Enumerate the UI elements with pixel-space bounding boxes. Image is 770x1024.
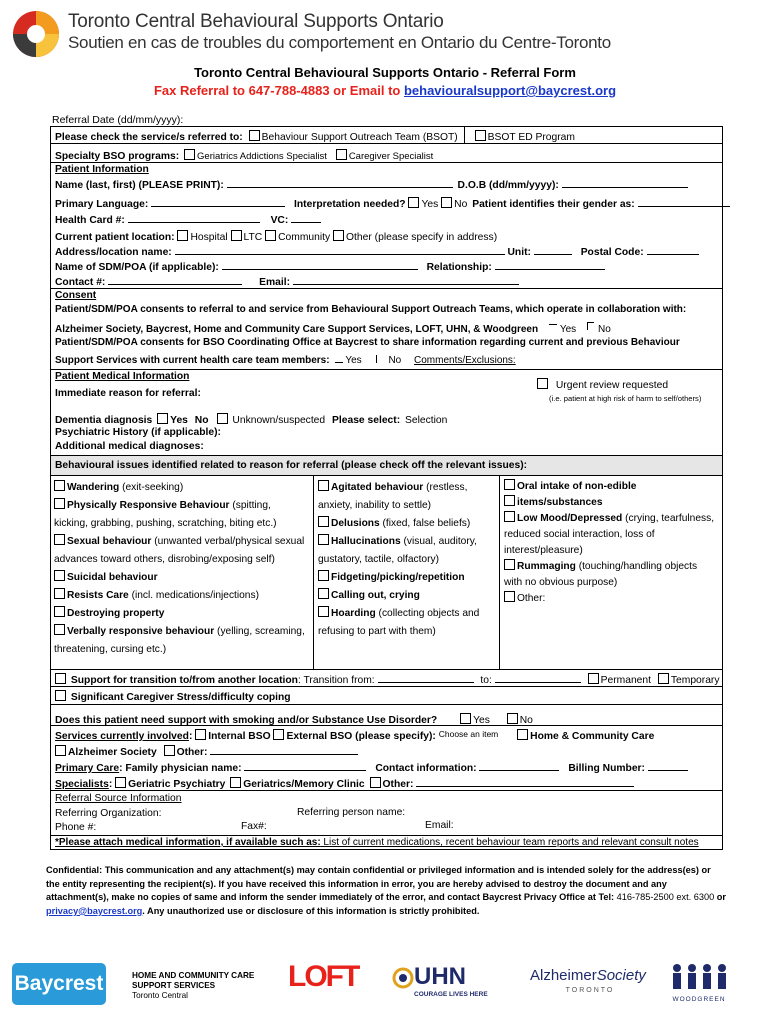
privacy-phone: 416-785-2500 ext. 6300 [616, 892, 715, 903]
specialists-row: Specialists: Geriatric Psychiatry Geriatrics/Memory Clinic Other: [55, 776, 634, 791]
behaviour-detail: threatening, cursing etc.) [54, 644, 167, 655]
behaviour-detail: (collecting objects and [375, 608, 480, 619]
woodgreen-text: WOODGREEN [672, 996, 726, 1003]
behaviour-item [318, 551, 479, 569]
tcbso-logo [12, 10, 60, 58]
behaviour-item [54, 515, 305, 533]
behaviour-item [318, 587, 479, 605]
hcc-label: Home & Community Care [530, 731, 655, 742]
privacy-email-link[interactable]: privacy@baycrest.org [46, 905, 143, 916]
behaviour-item [54, 623, 305, 641]
consent-heading: Consent [55, 290, 97, 301]
uhn-tagline: COURAGE LIVES HERE [414, 991, 488, 998]
health-card-label: Health Card #: [55, 215, 125, 226]
referring-phone: Phone #: [55, 822, 97, 833]
sdm-input[interactable] [222, 259, 418, 270]
caregiver-specialist-checkbox[interactable] [336, 149, 347, 160]
postal-label: Postal Code: [580, 247, 644, 258]
behaviour-item [54, 641, 305, 659]
consent-line4-row [55, 355, 516, 367]
behaviour-checkbox[interactable] [504, 479, 515, 490]
transition-from-input[interactable] [378, 672, 474, 683]
woodgreen-people-icon [669, 963, 729, 991]
loc-hospital-checkbox[interactable] [177, 230, 188, 241]
hccss-line1: HOME AND COMMUNITY CARE [132, 971, 255, 980]
bsot-checkbox[interactable] [249, 130, 260, 141]
alz-text1: Alzheimer [530, 967, 597, 984]
alz-checkbox[interactable] [55, 745, 66, 756]
referring-email: Email: [425, 820, 454, 831]
attach-note-bold: *Please attach medical information, if available such as: [55, 837, 321, 848]
alz-text2: Society [596, 967, 646, 984]
behaviour-item [54, 479, 305, 497]
behaviour-label: Destroying property [67, 608, 165, 619]
dementia-yes-label: Yes [170, 415, 188, 426]
behaviour-item [504, 559, 714, 575]
external-bso-label: External BSO (please specify): [286, 731, 436, 742]
transition-to-label: to: [480, 675, 492, 686]
behaviour-item [504, 479, 714, 495]
geri-addictions-checkbox[interactable] [184, 149, 195, 160]
caregiver-stress-label: Significant Caregiver Stress/difficulty coping [70, 692, 291, 703]
contact-row [55, 274, 519, 289]
sdm-label: Name of SDM/POA (if applicable): [55, 262, 219, 273]
behaviour-detail: advances toward others, disrobing/exposing self) [54, 554, 275, 565]
gender-label: Patient identifies their gender as: [472, 199, 635, 210]
behaviour-item [504, 495, 714, 511]
location-row [55, 230, 497, 244]
urgent-checkbox[interactable] [537, 378, 548, 389]
loc-other-label: Other (please specify in address) [346, 232, 498, 243]
dob-input[interactable] [562, 177, 688, 188]
dementia-label: Dementia diagnosis [55, 415, 153, 426]
behaviour-label: Fidgeting/picking/repetition [331, 572, 465, 583]
referral-source-heading: Referral Source Information [55, 793, 182, 804]
internal-bso-label: Internal BSO [208, 731, 271, 742]
health-card-input[interactable] [128, 212, 260, 223]
address-row [55, 244, 699, 259]
behaviour-checkbox[interactable] [318, 606, 329, 617]
name-row [55, 177, 688, 192]
attach-note [55, 837, 699, 849]
behaviour-checkbox[interactable] [318, 516, 329, 527]
behaviour-item [54, 497, 305, 515]
language-input[interactable] [151, 196, 285, 207]
billing-input[interactable] [648, 760, 688, 771]
dementia-unknown-checkbox[interactable] [217, 413, 228, 424]
services-label: Please check the service/s referred to: [55, 132, 243, 143]
transition-from-label: : Transition from: [297, 675, 375, 686]
other-service-label: Other: [176, 747, 208, 758]
alz-subtext: TORONTO [565, 987, 615, 994]
family-physician-input[interactable] [244, 760, 366, 771]
behaviour-checkbox[interactable] [54, 570, 65, 581]
behaviour-detail: (visual, auditory, [400, 536, 477, 547]
bsot-ed-checkbox[interactable] [475, 130, 486, 141]
please-select-label: Please select: [332, 415, 401, 426]
hcc-checkbox[interactable] [517, 729, 528, 740]
geri-psych-checkbox[interactable] [115, 777, 126, 788]
behaviour-detail: (touching/handling objects [575, 561, 698, 572]
referring-person: Referring person name: [297, 807, 406, 818]
behaviour-label: items/substances [517, 497, 603, 508]
behaviour-label: Calling out, crying [331, 590, 420, 601]
behaviour-detail: anxiety, inability to settle) [318, 500, 432, 511]
selection-dropdown[interactable]: Selection [405, 415, 448, 426]
consent-line4: Support Services with current health care team members: [55, 355, 330, 366]
consent-line3: Patient/SDM/POA consents for BSO Coordinating Office at Baycrest to share information regarding current and previous Behaviour [55, 337, 680, 348]
billing-label: Billing Number: [568, 763, 645, 774]
behaviour-item [504, 543, 714, 559]
consent-no-box[interactable] [587, 322, 594, 330]
behaviour-checkbox[interactable] [504, 559, 515, 570]
gender-input[interactable] [638, 196, 730, 207]
additional-diagnoses: Additional medical diagnoses: [55, 441, 204, 452]
behaviour-label: Verbally responsive behaviour [67, 626, 215, 637]
relationship-input[interactable] [495, 259, 605, 270]
spec-other-label: Other: [382, 779, 414, 790]
loc-community-checkbox[interactable] [265, 230, 276, 241]
loft-logo: LOFT [288, 960, 359, 993]
woodgreen-logo [666, 963, 732, 1003]
geri-psych-label: Geriatric Psychiatry [128, 779, 226, 790]
specialty-row [55, 149, 433, 163]
loc-community-label: Community [278, 232, 331, 243]
internal-bso-checkbox[interactable] [195, 729, 206, 740]
behaviour-item [318, 497, 479, 515]
permanent-label: Permanent [600, 675, 651, 686]
behaviour-label: Rummaging [517, 561, 576, 572]
behaviour-detail: gustatory, tactile, olfactory) [318, 554, 439, 565]
behaviour-item [54, 587, 305, 605]
other-service-input[interactable] [210, 744, 358, 755]
interp-no-checkbox[interactable] [441, 197, 452, 208]
behaviour-detail: reduced social interaction, loss of [504, 529, 655, 540]
spec-other-input[interactable] [416, 776, 634, 787]
behaviour-detail: (crying, tearfulness, [622, 513, 715, 524]
behaviour-col2 [318, 479, 479, 641]
behaviour-detail: (exit-seeking) [119, 482, 184, 493]
consent-yes-label: Yes [559, 324, 577, 335]
postal-input[interactable] [647, 244, 699, 255]
behaviour-detail: (yelling, screaming, [214, 626, 305, 637]
interp-yes-checkbox[interactable] [408, 197, 419, 208]
dob-label: D.O.B (dd/mm/yyyy): [457, 180, 559, 191]
behaviour-label: Hoarding [331, 608, 376, 619]
confidential-text2: or [714, 892, 726, 903]
specialists-label: Specialists [55, 779, 109, 790]
relationship-label: Relationship: [426, 262, 492, 273]
behaviour-item [54, 569, 305, 587]
comments-label: Comments/Exclusions: [414, 355, 516, 366]
dementia-unknown-label: Unknown/suspected [232, 415, 326, 426]
baycrest-text: Baycrest [14, 972, 104, 995]
caregiver-stress-row [55, 690, 291, 704]
behaviour-col3 [504, 479, 714, 607]
behaviour-checkbox[interactable] [54, 480, 65, 491]
header-org-fr: Soutien en cas de troubles du comportement en Ontario du Centre-Toronto [68, 33, 611, 52]
smoking-no-checkbox[interactable] [507, 713, 518, 724]
permanent-checkbox[interactable] [588, 673, 599, 684]
baycrest-logo [12, 963, 106, 1005]
transition-to-input[interactable] [495, 672, 581, 683]
loc-hospital-label: Hospital [190, 232, 228, 243]
behaviour-item [54, 533, 305, 551]
loc-ltc-checkbox[interactable] [231, 230, 242, 241]
consent-no-label: No [597, 324, 611, 335]
dementia-row [55, 413, 447, 427]
name-label: Name (last, first) (PLEASE PRINT): [55, 180, 224, 191]
primary-care-label: Primary Care [55, 763, 120, 774]
other-service-checkbox[interactable] [164, 745, 175, 756]
services-involved-row: Services currently involved: Internal BSO External BSO (please specify): Choose an item Home & Community Care [55, 729, 655, 742]
uhn-logo [392, 963, 516, 1003]
temporary-label: Temporary [670, 675, 720, 686]
behaviour-label: Oral intake of non-edible [517, 481, 637, 492]
loc-other-checkbox[interactable] [333, 230, 344, 241]
hccss-logo [132, 971, 254, 1001]
share-yes-label: Yes [345, 355, 362, 366]
dementia-no-label: No [194, 415, 209, 426]
uhn-text: UHN [414, 963, 466, 990]
contact-info-input[interactable] [479, 760, 559, 771]
behaviour-checkbox[interactable] [54, 534, 65, 545]
behaviour-checkbox[interactable] [318, 480, 329, 491]
behaviour-item [504, 591, 714, 607]
consent-line2-row [55, 322, 611, 336]
email-input[interactable] [293, 274, 519, 285]
geri-mem-label: Geriatrics/Memory Clinic [243, 779, 365, 790]
fax-prefix: Fax Referral to 647-788-4883 or Email to [153, 83, 404, 98]
behaviour-detail: kicking, grabbing, pushing, scratching, biting etc.) [54, 518, 277, 529]
behaviour-label: Suicidal behaviour [67, 572, 158, 583]
geri-addictions-label: Geriatrics Addictions Specialist [197, 151, 327, 162]
consent-yes-box[interactable] [549, 324, 557, 325]
confidential-text3: . Any unauthorized use or disclosure of this information is strictly prohibited. [142, 905, 480, 916]
name-input[interactable] [227, 177, 453, 188]
psych-history: Psychiatric History (if applicable): [55, 427, 221, 438]
behaviour-item [504, 575, 714, 591]
interp-no-label: No [454, 199, 468, 210]
behaviour-checkbox[interactable] [54, 588, 65, 599]
smoking-yes-label: Yes [473, 715, 490, 726]
location-label: Current patient location: [55, 232, 175, 243]
interp-label: Interpretation needed? [294, 199, 406, 210]
services-row [55, 130, 575, 144]
alz-row [55, 744, 358, 759]
patient-info-heading: Patient Information [55, 164, 149, 175]
spec-other-checkbox[interactable] [370, 777, 381, 788]
share-no-box[interactable] [376, 355, 380, 363]
behaviour-item [318, 533, 479, 551]
smoking-question: Does this patient need support with smoking and/or Substance Use Disorder? [55, 715, 438, 726]
primary-care-row [55, 760, 688, 775]
behaviour-detail: Other: [517, 593, 546, 604]
vc-label: VC: [270, 215, 289, 226]
behaviour-label: Physically Responsive Behaviour [67, 500, 230, 511]
family-physician-label: : Family physician name: [119, 763, 242, 774]
transition-label: Support for transition to/from another location [70, 675, 298, 686]
caregiver-stress-checkbox[interactable] [55, 690, 66, 701]
behaviour-col1 [54, 479, 305, 659]
temporary-checkbox[interactable] [658, 673, 669, 684]
behaviour-label: Sexual behaviour [67, 536, 152, 547]
attach-note-rest: List of current medications, recent behaviour team reports and relevant consult notes [320, 837, 699, 848]
behaviour-detail: (unwanted verbal/physical sexual [151, 536, 305, 547]
share-no-label: No [388, 355, 402, 366]
caregiver-specialist-label: Caregiver Specialist [348, 151, 434, 162]
choose-item-dropdown[interactable]: Choose an item [438, 729, 499, 739]
behaviour-item [504, 527, 714, 543]
header-org-en: Toronto Central Behavioural Supports Ontario [68, 11, 444, 32]
behaviour-item [504, 511, 714, 527]
behaviour-detail: refusing to part with them) [318, 626, 436, 637]
contact-info-label: Contact information: [375, 763, 477, 774]
confidential-notice [46, 864, 726, 918]
behaviour-item [54, 605, 305, 623]
interp-yes-label: Yes [421, 199, 439, 210]
behaviour-label: Resists Care [67, 590, 129, 601]
behaviour-checkbox[interactable] [504, 591, 515, 602]
dementia-yes-checkbox[interactable] [157, 413, 168, 424]
form-title: Toronto Central Behavioural Supports Ontario - Referral Form [194, 65, 576, 80]
health-card-row [55, 212, 321, 227]
behaviour-heading: Behavioural issues identified related to reason for referral (please check off the relevant issues): [55, 460, 528, 471]
consent-line1: Patient/SDM/POA consents to referral to and service from Behavioural Support Outreach Teams, which operate in collaboration with: [55, 304, 687, 315]
behaviour-label: Agitated behaviour [331, 482, 424, 493]
geri-mem-checkbox[interactable] [230, 777, 241, 788]
behaviour-detail: (spitting, [229, 500, 271, 511]
language-row [55, 196, 730, 211]
behaviour-item [318, 515, 479, 533]
behaviour-checkbox[interactable] [54, 606, 65, 617]
behaviour-checkbox[interactable] [318, 588, 329, 599]
behaviour-checkbox[interactable] [318, 534, 329, 545]
immediate-reason: Immediate reason for referral: [55, 388, 201, 399]
contact-input[interactable] [108, 274, 242, 285]
confidential-text1: Confidential: This communication and any attachment(s) may contain confidential or privileged information and is intended solely for the address(es) or the entity representing the recipient(s). If you have received this information in error, you are hereby advised to destroy the document and any attachment(s), make no copies of same and inform the sender immediately of the error, and contact Baycrest Privacy Office at Tel: [46, 865, 711, 903]
behaviour-detail: with no obvious purpose) [504, 577, 618, 588]
behaviour-checkbox[interactable] [318, 570, 329, 581]
sdm-row [55, 259, 605, 274]
unit-label: Unit: [507, 247, 531, 258]
consent-line2: Alzheimer Society, Baycrest, Home and Community Care Support Services, LOFT, UHN, & Woodgreen [55, 324, 539, 335]
contact-label: Contact #: [55, 277, 106, 288]
email-link[interactable]: behaviouralsupport@baycrest.org [403, 83, 617, 98]
loc-ltc-label: LTC [243, 232, 263, 243]
external-bso-checkbox[interactable] [273, 729, 284, 740]
behaviour-item [54, 551, 305, 569]
behaviour-checkbox[interactable] [54, 498, 65, 509]
hccss-line3: Toronto Central [132, 991, 188, 1000]
fax-line [0, 83, 770, 98]
behaviour-label: Wandering [67, 482, 120, 493]
behaviour-item [318, 623, 479, 641]
alz-label: Alzheimer Society [68, 747, 157, 758]
smoking-no-label: No [519, 715, 533, 726]
share-yes-box[interactable] [335, 362, 343, 363]
referring-org: Referring Organization: [55, 808, 162, 819]
referral-form [50, 126, 723, 850]
vc-input[interactable] [291, 212, 321, 223]
transition-row [55, 672, 720, 687]
alzheimer-logo [530, 967, 650, 994]
behaviour-detail: (fixed, false beliefs) [379, 518, 471, 529]
behaviour-checkbox[interactable] [54, 624, 65, 635]
smoking-yes-checkbox[interactable] [460, 713, 471, 724]
referral-date: Referral Date (dd/mm/yyyy): [52, 114, 184, 126]
behaviour-label: Delusions [331, 518, 380, 529]
behaviour-label: Hallucinations [331, 536, 401, 547]
behaviour-item [318, 569, 479, 587]
urgent-note: (i.e. patient at high risk of harm to self/others) [549, 394, 702, 403]
urgent-row [537, 378, 668, 392]
behaviour-detail: (restless, [423, 482, 468, 493]
bsot-ed-label: BSOT ED Program [487, 132, 575, 143]
bsot-label: Behaviour Support Outreach Team (BSOT) [261, 132, 458, 143]
address-label: Address/location name: [55, 247, 172, 258]
services-involved-label: Services currently involved [55, 731, 189, 742]
behaviour-item [318, 605, 479, 623]
hccss-line2: SUPPORT SERVICES [132, 981, 216, 990]
medical-heading: Patient Medical Information [55, 371, 190, 382]
address-input[interactable] [175, 244, 505, 255]
referring-fax: Fax#: [241, 821, 267, 832]
behaviour-label: Low Mood/Depressed [517, 513, 623, 524]
behaviour-detail: (incl. medications/injections) [128, 590, 259, 601]
language-label: Primary Language: [55, 199, 149, 210]
uhn-swirl-icon [392, 967, 414, 989]
behaviour-checkbox[interactable] [504, 495, 515, 506]
specialty-label: Specialty BSO programs: [55, 151, 180, 162]
email-label: Email: [259, 277, 290, 288]
behaviour-detail: interest/pleasure) [504, 545, 583, 556]
unit-input[interactable] [534, 244, 572, 255]
behaviour-item [318, 479, 479, 497]
transition-checkbox[interactable] [55, 673, 66, 684]
behaviour-checkbox[interactable] [504, 511, 515, 522]
urgent-label: Urgent review requested [555, 380, 669, 391]
